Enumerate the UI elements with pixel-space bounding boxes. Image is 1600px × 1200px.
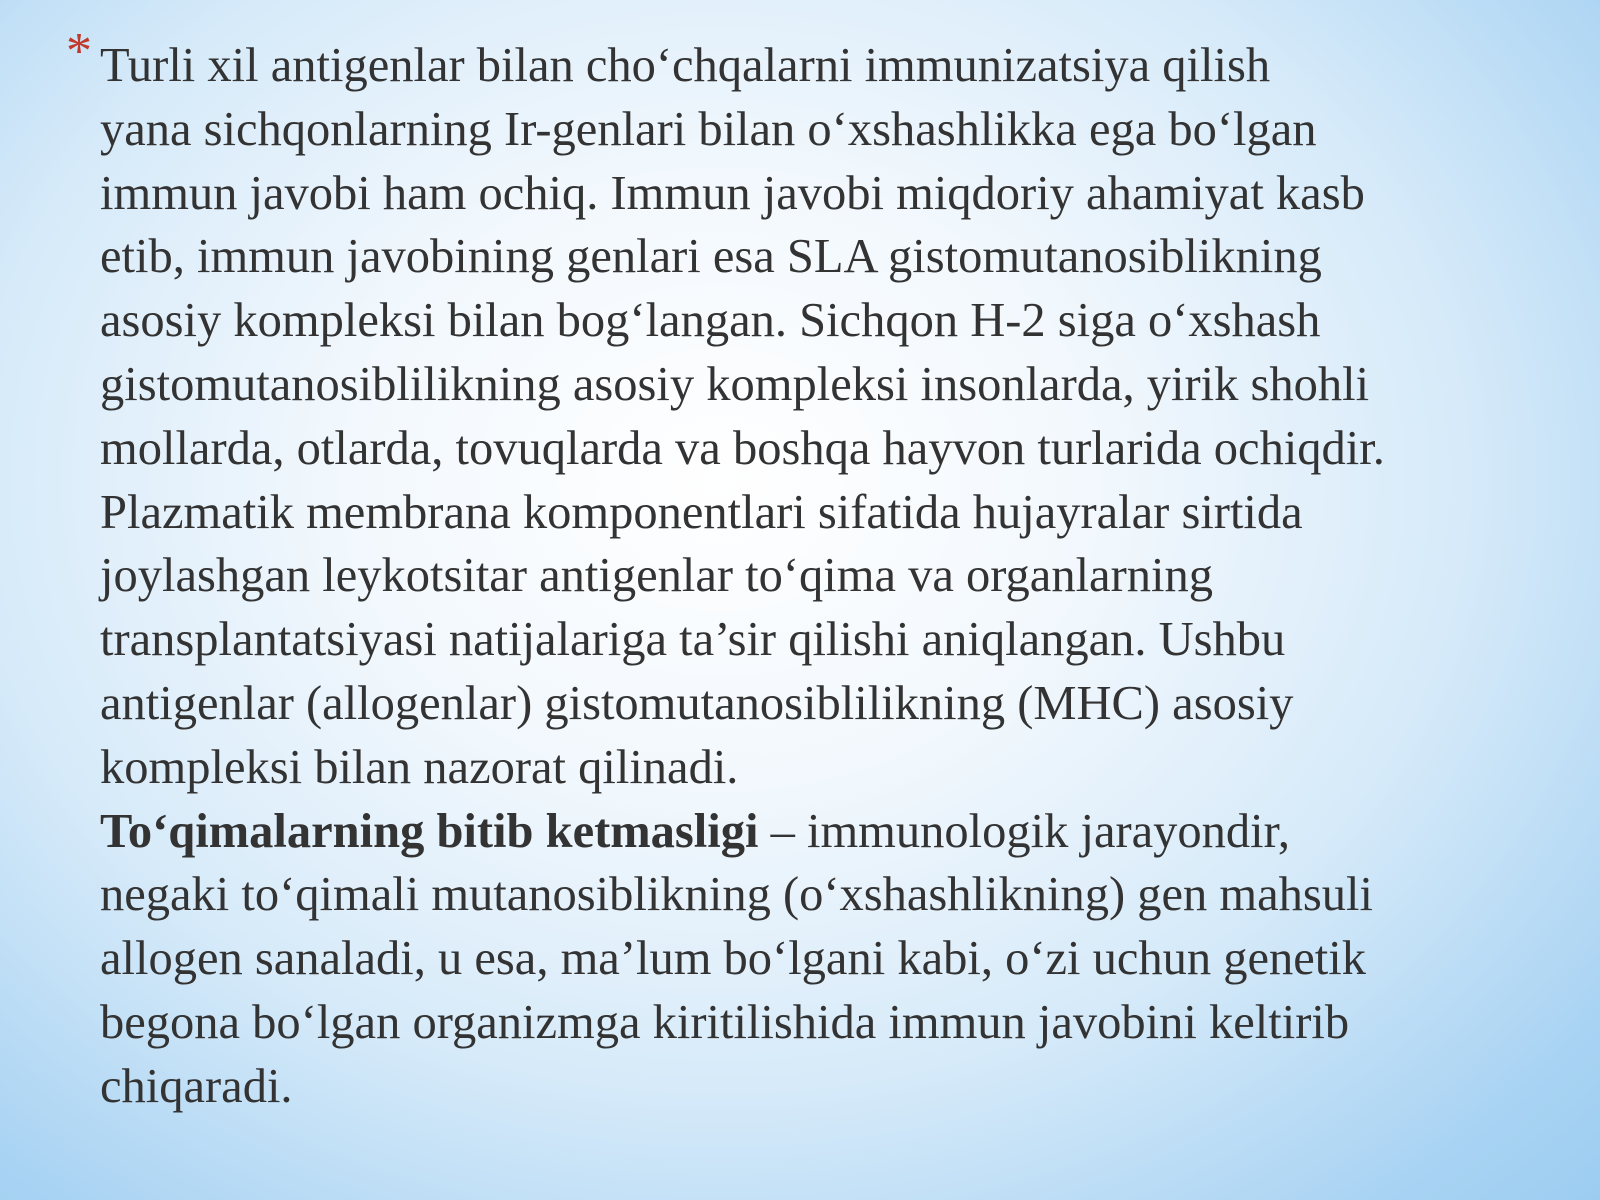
text-line: etib, immun javobining genlari esa SLA gistomutanosiblikning [100, 230, 1322, 284]
text-line: mollarda, otlarda, tovuqlarda va boshqa hayvon turlarida ochiqdir. [100, 421, 1385, 475]
text-line: Plazmatik membrana komponentlari sifatida hujayralar sirtida [100, 485, 1303, 539]
text-line: chiqaradi. [100, 1059, 293, 1113]
bullet-asterisk-icon: * [66, 23, 92, 80]
term-definition-start: – immunologik jarayondir, [758, 804, 1290, 858]
text-line: immun javobi ham ochiq. Immun javobi miqdoriy ahamiyat kasb [100, 166, 1365, 220]
text-line: allogen sanaladi, u esa, ma’lum bo‘lgani kabi, o‘zi uchun genetik [100, 932, 1366, 986]
text-line: kompleksi bilan nazorat qilinadi. [100, 740, 739, 794]
text-line: joylashgan leykotsitar antigenlar to‘qima va organlarning [100, 549, 1213, 603]
slide-body-text [100, 34, 1580, 1119]
text-line: gistomutanosiblilikning asosiy kompleksi insonlarda, yirik shohli [100, 357, 1370, 411]
text-line: antigenlar (allogenlar) gistomutanosiblilikning (MHC) asosiy [100, 676, 1294, 730]
text-line: yana sichqonlarning Ir-genlari bilan o‘xshashlikka ega bo‘lgan [100, 102, 1317, 156]
text-line: begona bo‘lgan organizmga kiritilishida immun javobini keltirib [100, 995, 1350, 1049]
text-line: asosiy kompleksi bilan bog‘langan. Sichqon H-2 siga o‘xshash [100, 294, 1321, 348]
term-bold: To‘qimalarning bitib ketmasligi [100, 804, 759, 858]
text-line: transplantatsiyasi natijalariga ta’sir qilishi aniqlangan. Ushbu [100, 613, 1286, 667]
text-line: negaki to‘qimali mutanosiblikning (o‘xshashlikning) gen mahsuli [100, 868, 1373, 922]
term-definition-line [100, 800, 1580, 864]
text-line: Turli xil antigenlar bilan cho‘chqalarni immunizatsiya qilish [100, 39, 1271, 92]
